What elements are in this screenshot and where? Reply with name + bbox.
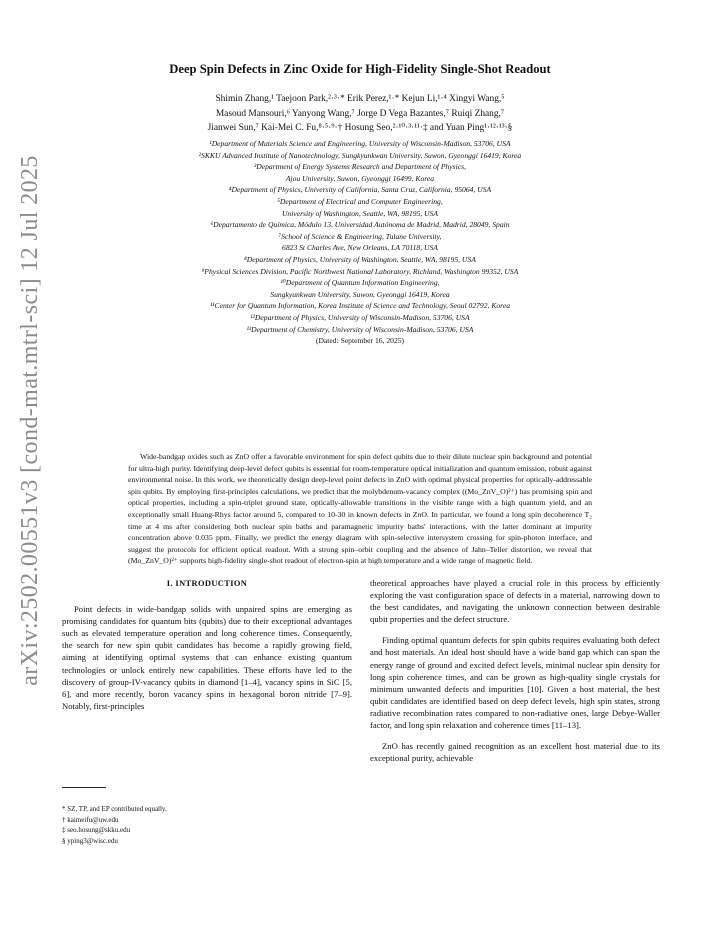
- affiliation-line: ⁹Physical Sciences Division, Pacific Northwest National Laboratory, Richland, Washington 99352, USA: [201, 266, 519, 276]
- intro-paragraph-continued: theoretical approaches have played a crucial role in this process by efficiently exploring the vast configuration space of defects in a material, narrowing down to the best candidates, and navigating the unknown connection between desirable qubit properties and the defect structure.: [370, 578, 660, 625]
- abstract: Wide-bandgap oxides such as ZnO offer a favorable environment for spin defect qubits due to their dilute nuclear spin background and potential for ultra-high purity. Identifying deep-level defect qubits is essential for room-temperature optical initialization and quantum emission, robust against environmental noise. In this work, we theoretically design deep-level point defects in ZnO with optimal physical properties for optically-addressable spin qubits. By employing first-principles calculations, we predict that the molybdenum-vacancy complex ((Mo_ZnV_O)²⁺) has promising spin and optical properties, including a spin-triplet ground state, optically-allowable transitions in the visible range with a high quantum yield, and an exceptionally small Huang-Rhys factor around 5, compared to 10-30 in known defects in ZnO. In particular, we found a long spin decoherence T₂ time at 4 ms after considering both nuclear spin baths and paramagnetic impurity baths' interactions, with the latter dominant at impurity concentration above 0.035 ppm. Finally, we predict the energy diagram with spin-selective intersystem crossing for spin-photon interface, and suggest the protocols for efficient optical readout. With a strong spin–orbit coupling and the absence of Jahn–Teller distortion, we reveal that (Mo_ZnV_O)²⁺ supports high-fidelity single-shot readout of electron-spin at high temperature and a wide range of magnetic field.: [128, 452, 592, 566]
- affiliation-line: ¹⁰Department of Quantum Information Engineering,: [280, 278, 440, 288]
- footnote-email: † kaimeifu@uw.edu: [62, 815, 119, 824]
- affiliation-line: ³Department of Energy Systems Research and Department of Physics,: [254, 162, 466, 172]
- author-line: Shimin Zhang,¹ Taejoon Park,²·³·* Erik Perez,¹·* Kejun Li,¹·⁴ Xingyi Wang,⁵: [215, 94, 505, 104]
- left-column: [62, 578, 352, 712]
- author-line: Masoud Mansouri,⁶ Yanyong Wang,⁷ Jorge D Vega Bazantes,⁷ Ruiqi Zhang,⁷: [215, 108, 505, 119]
- footnote: * SZ, TP, and EP contributed equally.: [62, 805, 167, 813]
- affiliation-line: University of Washington, Seattle, WA, 98195, USA: [281, 208, 439, 218]
- affiliation-list: [80, 138, 640, 347]
- affiliation-line: ⁸Department of Physics, University of Washington, Seattle, WA, 98195, USA: [244, 254, 476, 264]
- intro-paragraph: Finding optimal quantum defects for spin qubits requires evaluating both defect and host materials. An ideal host should have a wide band gap which can span the energy range of ground and excited defect levels, minimal nuclear spin density for long spin coherence times, and can be grown as high-quality single crystals for minimum unwanted defects and impurities [10]. Given a host material, the best qubit candidates are identified based on deep defect levels, high spin states, strong radiative recombination rates compared to non-radiative ones, large Debye-Waller factor, and long spin relaxation and coherence times [11–13].: [370, 635, 660, 731]
- affiliation-line: Sungkyunkwan University, Suwon, Gyeonggi 16419, Korea: [270, 289, 450, 299]
- intro-paragraph: ZnO has recently gained recognition as an excellent host material due to its exceptional purity, achievable: [370, 741, 660, 764]
- affiliation-line: 6823 St Charles Ave, New Orleans, LA 70118, USA: [282, 243, 438, 253]
- footnote-email: ‡ seo.hosung@skku.edu: [62, 826, 131, 835]
- author-list: [80, 92, 640, 136]
- affiliation-line: ⁵Department of Electrical and Computer Engineering,: [277, 196, 443, 206]
- affiliation-line: ¹²Department of Physics, University of Wisconsin-Madison, 53706, USA: [250, 312, 470, 322]
- intro-paragraph: Point defects in wide-bandgap solids with unpaired spins are emerging as promising candidates for quantum bits (qubits) due to their exceptional advantages such as elevated temperature operation and long coherence times. Consequently, the search for new spin qubit candidates has become a rapidly growing field, aiming at identifying optimal systems that can enhance existing quantum technologies or unlock entirely new capabilities. These efforts have led to the discovery of group-IV-vacancy qubits in diamond [1–4], vacancy spins in SiC [5, 6], and more recently, boron vacancy spins in hexagonal boron nitride [7–9]. Notably, first-principles: [62, 604, 352, 711]
- arxiv-stamp-text: arXiv:2502.00551v3 [cond-mat.mtrl-sci] 12 Jul 2025: [16, 154, 43, 686]
- affiliation-line: ¹¹Center for Quantum Information, Korea Institute of Science and Technology, Seoul 02792, Korea: [209, 301, 511, 311]
- affiliation-line: ¹Department of Materials Science and Engineering, University of Wisconsin-Madison, 53706, USA: [209, 139, 511, 148]
- affiliation-line: ⁷School of Science & Engineering, Tulane University,: [278, 231, 442, 241]
- author-line: Jianwei Sun,⁷ Kai-Mei C. Fu,⁸·⁵·⁹·† Hosung Seo,²·¹⁰·³·¹¹·‡ and Yuan Ping¹·¹²·¹³·§: [207, 123, 513, 134]
- footnote-email: § yping3@wisc.edu: [62, 836, 118, 845]
- affiliation-line: ²SKKU Advanced Institute of Nanotechnology, Sungkyunkwan University, Suwon, Gyeonggi 16419, Korea: [198, 150, 522, 160]
- section-heading: I. INTRODUCTION: [166, 579, 248, 588]
- affiliation-line: ⁴Department of Physics, University of California, Santa Cruz, California, 95064, USA: [228, 185, 492, 195]
- paper-title: Deep Spin Defects in Zinc Oxide for High-Fidelity Single-Shot Readout: [169, 62, 551, 76]
- affiliation-line: Ajou University, Suwon, Gyeonggi 16499, Korea: [285, 173, 435, 183]
- date-line: (Dated: September 16, 2025): [315, 336, 405, 346]
- right-column: [370, 577, 660, 764]
- footnote-rule: [62, 787, 106, 788]
- affiliation-line: ¹³Department of Chemistry, University of Wisconsin-Madison, 53706, USA: [246, 324, 474, 334]
- affiliation-line: ⁶Departamento de Química, Módulo 13, Universidad Autónoma de Madrid, Madrid, 28049, Spain: [210, 220, 510, 230]
- footnotes: [62, 804, 352, 846]
- arxiv-stamp: [12, 140, 48, 700]
